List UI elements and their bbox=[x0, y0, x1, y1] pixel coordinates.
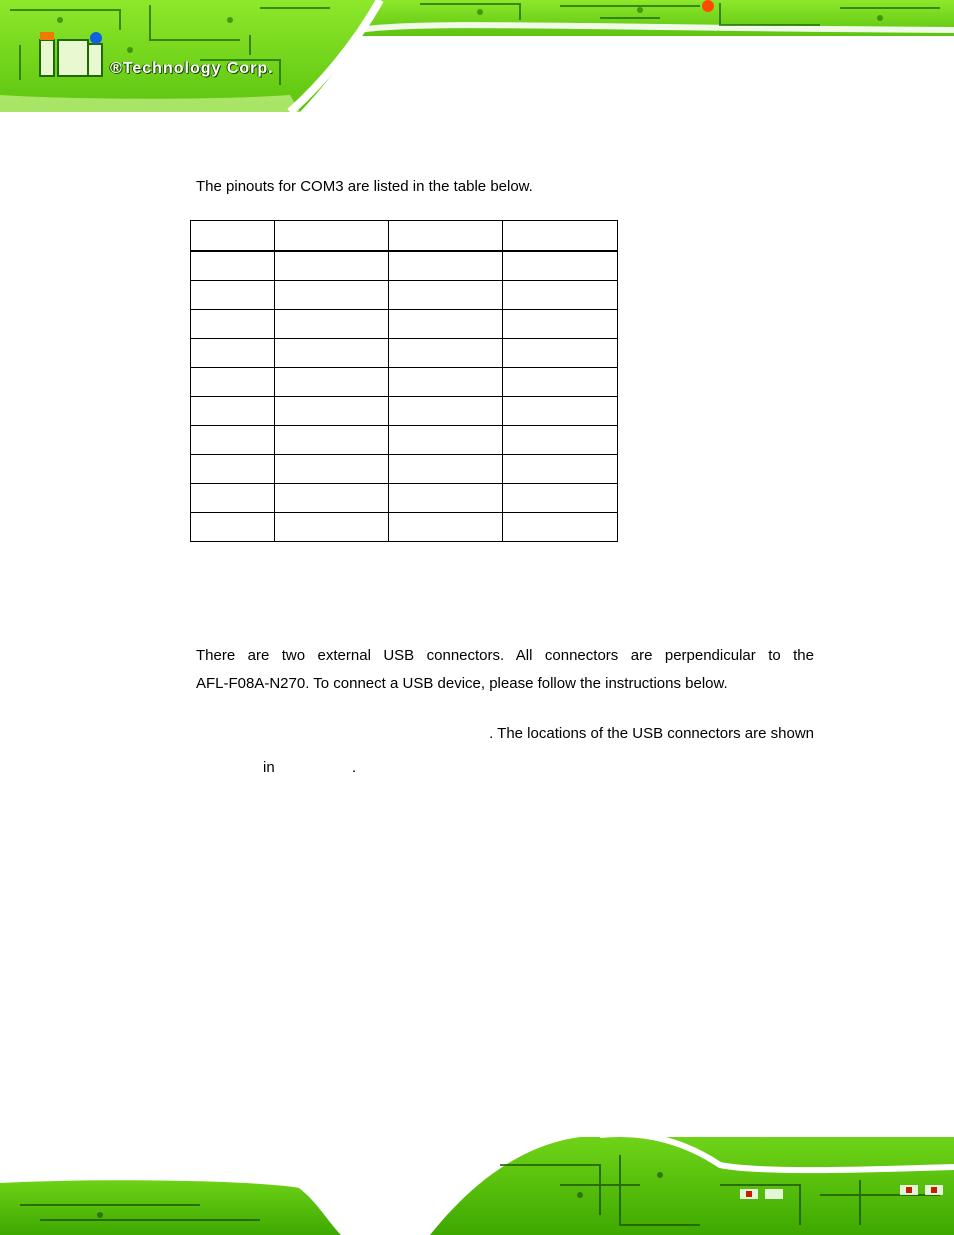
table-row bbox=[191, 310, 618, 339]
usb-step-in: in bbox=[263, 759, 275, 776]
table-row bbox=[191, 455, 618, 484]
table-row bbox=[191, 339, 618, 368]
header-banner bbox=[0, 0, 954, 112]
table-row bbox=[191, 251, 618, 281]
table-row bbox=[191, 513, 618, 542]
usb-step-period: . bbox=[352, 759, 357, 776]
table-row bbox=[191, 484, 618, 513]
com3-pinout-table bbox=[190, 220, 618, 542]
usb-step-text: . The locations of the USB connectors are shown bbox=[489, 725, 814, 742]
table-row bbox=[191, 397, 618, 426]
table-row bbox=[191, 281, 618, 310]
com3-intro-text: The pinouts for COM3 are listed in the table below. bbox=[196, 178, 533, 195]
table-row bbox=[191, 368, 618, 397]
company-name: ®Technology Corp. bbox=[110, 60, 274, 77]
table-row bbox=[191, 426, 618, 455]
usb-paragraph-line1: There are two external USB connectors. All connectors are perpendicular to the bbox=[196, 647, 814, 664]
footer-banner bbox=[0, 1125, 954, 1235]
usb-paragraph-line2: AFL-F08A-N270. To connect a USB device, please follow the instructions below. bbox=[196, 675, 728, 692]
table-row bbox=[191, 221, 618, 252]
